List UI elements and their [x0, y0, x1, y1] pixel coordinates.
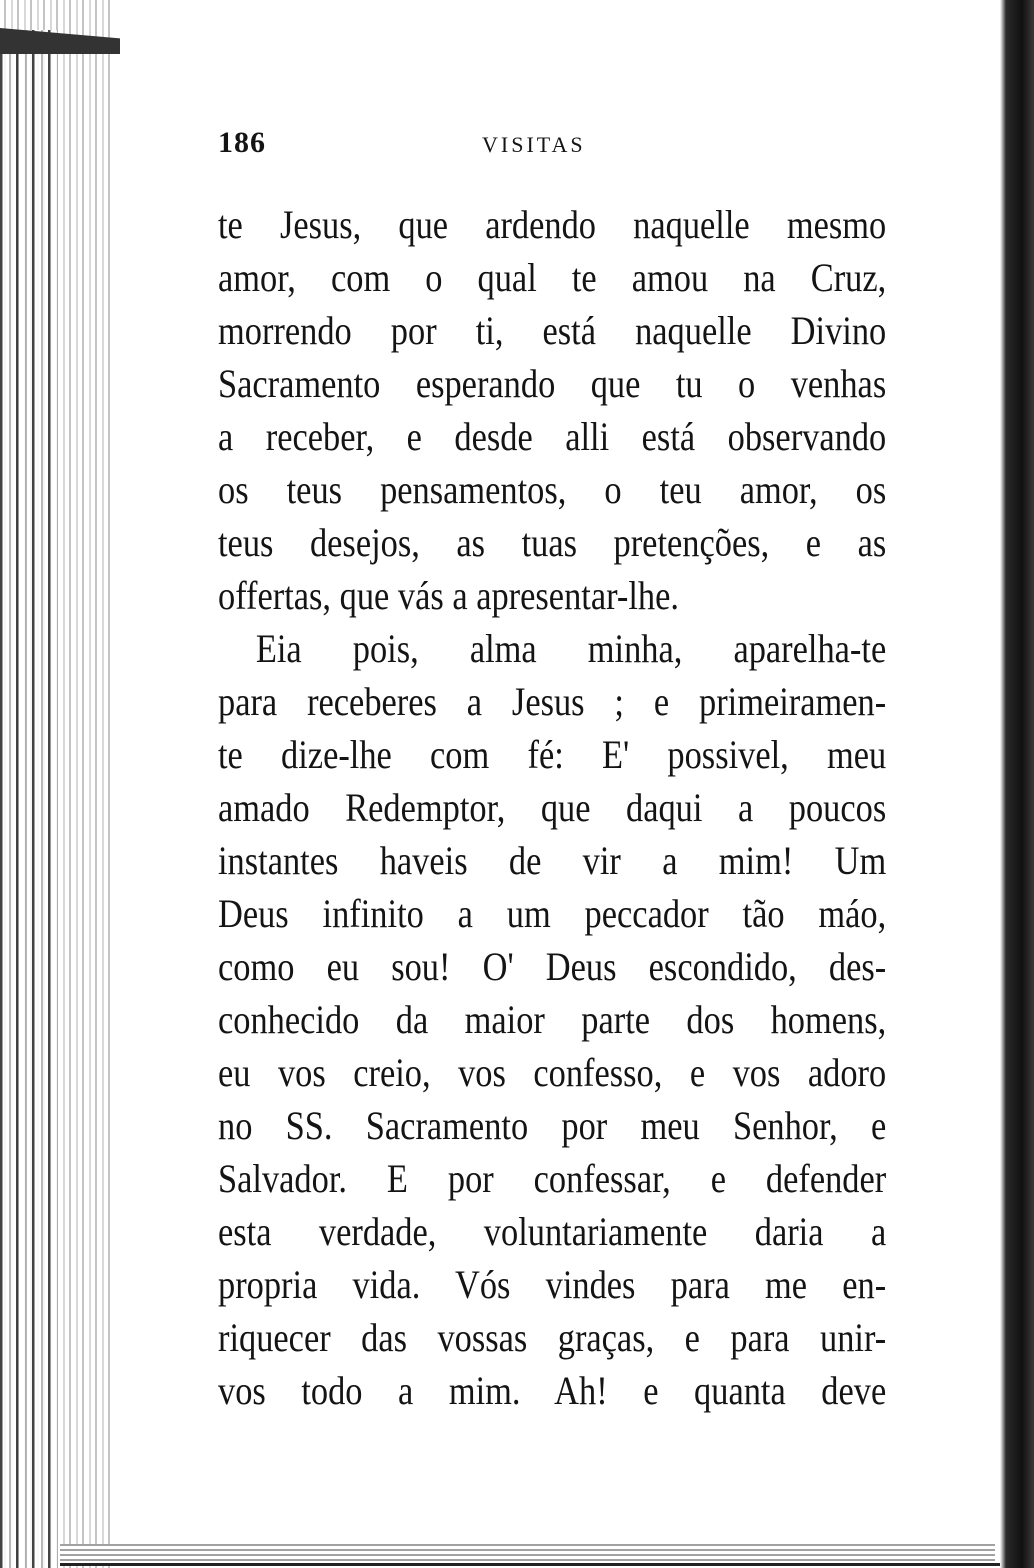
- running-head: VISITAS: [482, 132, 586, 157]
- bottom-page-edges: [60, 1544, 995, 1564]
- text-line: conhecido da maior parte dos homens,: [218, 997, 887, 1042]
- text-line: Deus infinito a um peccador tão máo,: [218, 891, 887, 936]
- right-page-edge: [982, 0, 1034, 1568]
- text-line: riquecer das vossas graças, e para unir-: [218, 1315, 887, 1360]
- text-line: esta verdade, voluntariamente daria a: [218, 1209, 887, 1254]
- body-text: [218, 198, 886, 1417]
- book-spine-shadow: [0, 30, 58, 1568]
- text-line: eu vos creio, vos confesso, e vos adoro: [218, 1050, 887, 1095]
- text-line: Sacramento esperando que tu o venhas: [218, 361, 887, 406]
- text-line: amado Redemptor, que daqui a poucos: [218, 785, 887, 830]
- text-line: teus desejos, as tuas pretenções, e as: [218, 520, 887, 565]
- text-line: te Jesus, que ardendo naquelle mesmo: [218, 202, 887, 247]
- text-line: te dize-lhe com fé: E' possivel, meu: [218, 732, 887, 777]
- text-line: Eia pois, alma minha, aparelha-te: [255, 626, 887, 671]
- bottom-page-rule: [60, 1563, 1000, 1566]
- text-line: vos todo a mim. Ah! e quanta deve: [218, 1368, 887, 1413]
- text-line: Salvador. E por confessar, e defender: [218, 1156, 887, 1201]
- text-line: como eu sou! O' Deus escondido, des-: [218, 944, 887, 989]
- text-line: amor, com o qual te amou na Cruz,: [218, 255, 887, 300]
- text-line: offertas, que vás a apresentar-lhe.: [218, 573, 679, 618]
- text-line: no SS. Sacramento por meu Senhor, e: [218, 1103, 887, 1148]
- page-header: [218, 126, 888, 166]
- text-line: os teus pensamentos, o teu amor, os: [218, 467, 887, 512]
- text-line: para receberes a Jesus ; e primeiramen-: [218, 679, 887, 724]
- text-line: instantes haveis de vir a mim! Um: [218, 838, 887, 883]
- text-line: a receber, e desde alli está observando: [218, 414, 887, 459]
- text-line: morrendo por ti, está naquelle Divino: [218, 308, 887, 353]
- text-line: propria vida. Vós vindes para me en-: [218, 1262, 887, 1307]
- page-number: 186: [218, 126, 266, 159]
